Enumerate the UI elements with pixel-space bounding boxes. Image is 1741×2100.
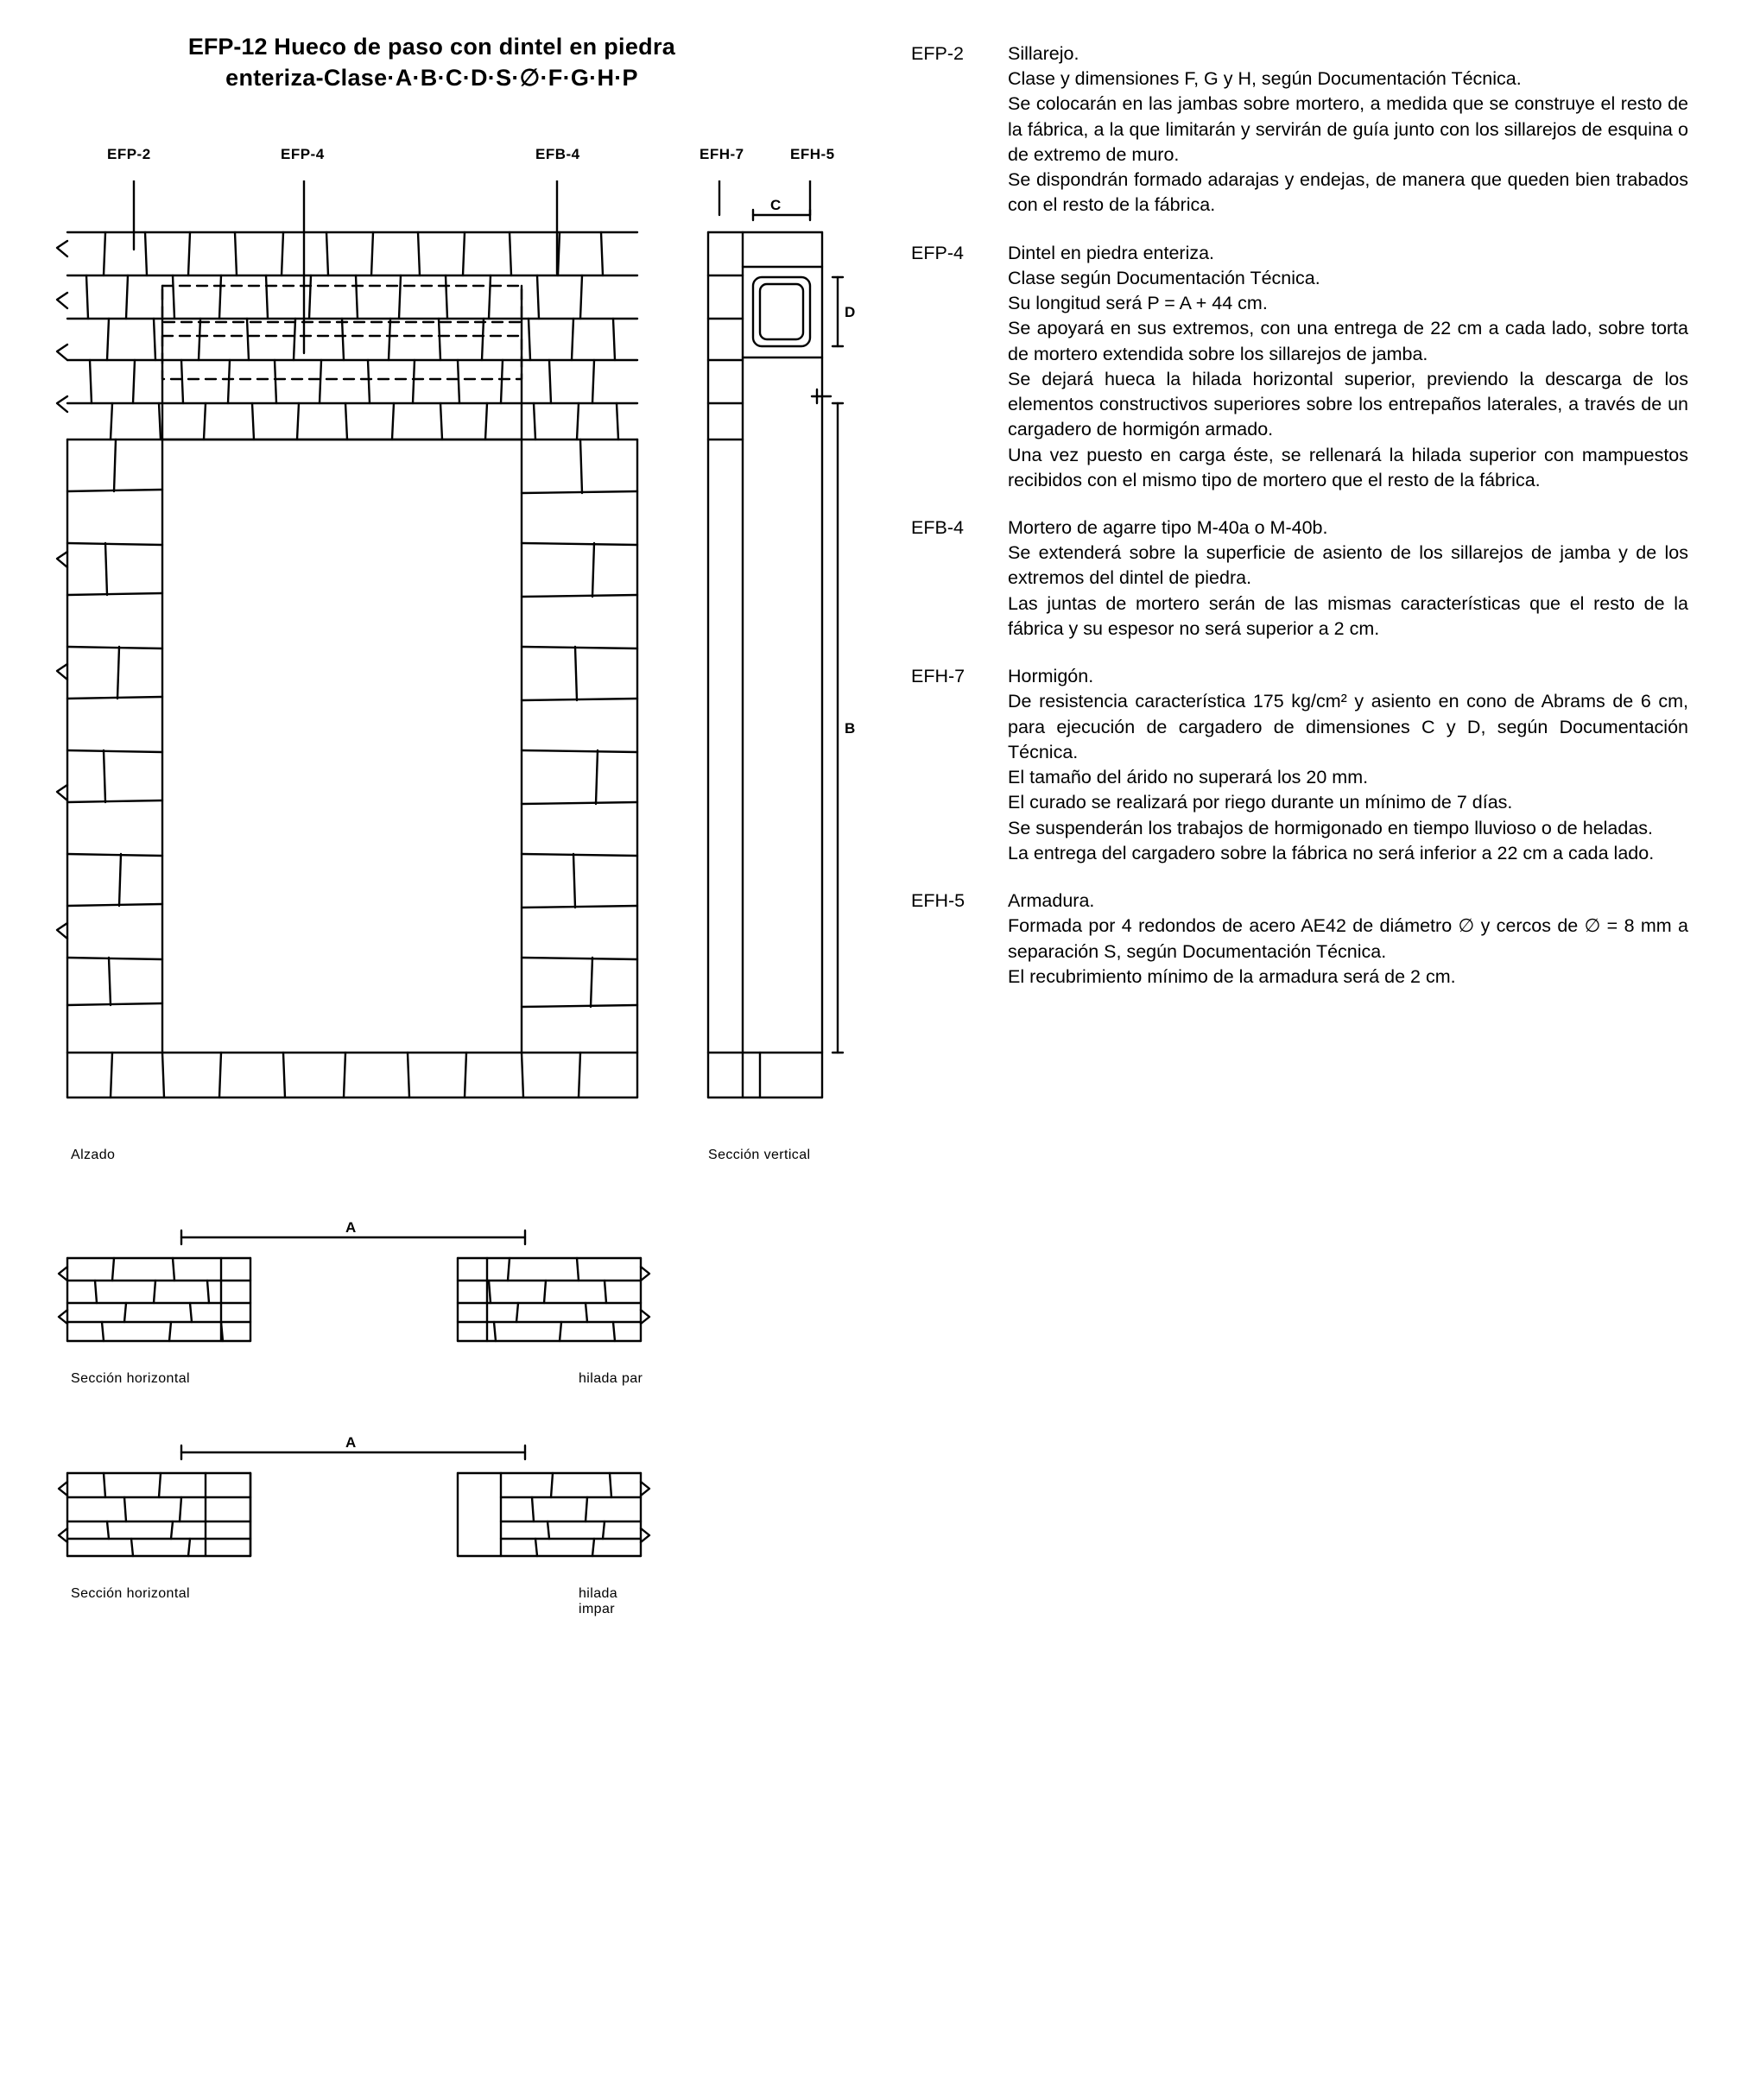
elevation-captions xyxy=(52,1148,864,1170)
caption-hilada-par: hilada par xyxy=(579,1370,643,1386)
spec-title-efp-4: Dintel en piedra enteriza. xyxy=(1008,242,1215,263)
spec-code-efp-4: EFP-4 xyxy=(911,242,964,263)
spec-paragraph: De resistencia característica 175 kg/cm² y asiento en cono de Abrams de 6 cm, para ejecución de cargadero de dimensiones C y D, según Documentación Técnica. xyxy=(1008,691,1688,762)
masonry-elevation-svg xyxy=(52,180,864,1148)
svg-text:A: A xyxy=(345,1219,357,1236)
horizontal-section-odd-svg xyxy=(52,1435,656,1582)
specifications-column xyxy=(911,41,1688,1012)
spec-paragraph: Clase según Documentación Técnica. xyxy=(1008,267,1320,288)
svg-text:C: C xyxy=(770,196,782,213)
spec-paragraph: El tamaño del árido no superará los 20 mm. xyxy=(1008,767,1369,788)
callout-efh-7: EFH-7 xyxy=(700,145,744,162)
callout-efp-4: EFP-4 xyxy=(281,145,325,162)
spec-paragraph: Formada por 4 redondos de acero AE42 de diámetro ∅ y cercos de ∅ = 8 mm a separación S, según Documentación Técnica. xyxy=(1008,915,1688,962)
spec-item-efp-2 xyxy=(911,41,1688,218)
drawing-column xyxy=(52,31,881,1616)
spec-title-efb-4: Mortero de agarre tipo M-40a o M-40b. xyxy=(1008,516,1328,538)
svg-text:A: A xyxy=(345,1434,357,1451)
spec-paragraph: El recubrimiento mínimo de la armadura será de 2 cm. xyxy=(1008,965,1456,987)
sheet-title-line2: enteriza-Clase·A·B·C·D·S·∅·F·G·H·P xyxy=(225,65,638,92)
svg-text:B: B xyxy=(845,719,856,737)
callout-efb-4: EFB-4 xyxy=(535,145,580,162)
callout-efp-2: EFP-2 xyxy=(107,145,151,162)
caption-alzado: Alzado xyxy=(71,1147,116,1162)
spec-item-efp-4 xyxy=(911,241,1688,493)
spec-title-efh-5: Armadura. xyxy=(1008,890,1095,912)
caption-seccion-vertical: Sección vertical xyxy=(708,1147,811,1162)
caption-seccion-horizontal-2: Sección horizontal xyxy=(71,1585,190,1601)
callout-labels xyxy=(52,146,864,180)
spec-title-efh-7: Hormigón. xyxy=(1008,666,1094,687)
spec-paragraph: Su longitud será P = A + 44 cm. xyxy=(1008,293,1268,314)
spec-item-efh-7 xyxy=(911,664,1688,866)
spec-code-efp-2: EFP-2 xyxy=(911,43,964,64)
spec-code-efh-7: EFH-7 xyxy=(911,666,965,687)
horizontal-section-even-svg xyxy=(52,1220,656,1367)
callout-efh-5: EFH-5 xyxy=(790,145,835,162)
spec-paragraph: Una vez puesto en carga éste, se rellenará la hilada superior con mampuestos recibidos con el mismo tipo de mortero que el resto de la fábrica. xyxy=(1008,444,1688,490)
page-title xyxy=(52,31,812,94)
spec-paragraph: Se suspenderán los trabajos de hormigonado en tiempo lluvioso o de heladas. xyxy=(1008,817,1654,838)
spec-item-efh-5 xyxy=(911,889,1688,990)
spec-paragraph: Se apoyará en sus extremos, con una entrega de 22 cm a cada lado, sobre torta de mortero extendida sobre los sillarejos de jamba. xyxy=(1008,318,1688,364)
spec-item-efb-4 xyxy=(911,516,1688,642)
caption-seccion-horizontal-1: Sección horizontal xyxy=(71,1370,190,1386)
elevation-and-vertical-section-drawing xyxy=(52,180,864,1148)
spec-title-efp-2: Sillarejo. xyxy=(1008,43,1079,64)
horizontal-section-even-captions xyxy=(52,1371,656,1394)
spec-code-efh-5: EFH-5 xyxy=(911,890,965,912)
spec-paragraph: Se extenderá sobre la superficie de asiento de los sillarejos de jamba y de los extremos del dintel de piedra. xyxy=(1008,542,1688,589)
horizontal-section-even-course xyxy=(52,1220,656,1394)
spec-paragraph: Clase y dimensiones F, G y H, según Documentación Técnica. xyxy=(1008,68,1522,90)
horizontal-section-odd-captions xyxy=(52,1585,656,1616)
spec-paragraph: Las juntas de mortero serán de las mismas características que el resto de la fábrica y su espesor no será superior a 2 cm. xyxy=(1008,592,1688,639)
spec-paragraph: Se dispondrán formado adarajas y endejas, de manera que queden bien trabados con el resto de la fábrica. xyxy=(1008,169,1688,216)
spec-paragraph: La entrega del cargadero sobre la fábrica no será inferior a 22 cm a cada lado. xyxy=(1008,842,1655,863)
sheet-title-line1: Hueco de paso con dintel en piedra xyxy=(274,34,676,60)
spec-paragraph: El curado se realizará por riego durante un mínimo de 7 días. xyxy=(1008,792,1513,813)
caption-hilada-impar: hilada impar xyxy=(579,1585,618,1616)
spec-paragraph: Se dejará hueca la hilada horizontal superior, previendo la descarga de los elementos constructivos superiores sobre los entrepaños laterales, a través de un cargadero de hormigón armado. xyxy=(1008,368,1688,440)
spec-paragraph: Se colocarán en las jambas sobre mortero, a medida que se construye el resto de la fábrica, a la que limitarán y servirán de guía junto con los sillarejos de esquina o de extremo de muro. xyxy=(1008,93,1688,165)
sheet-code: EFP-12 xyxy=(187,34,268,60)
horizontal-section-odd-course xyxy=(52,1434,656,1616)
svg-text:D: D xyxy=(845,303,856,320)
spec-code-efb-4: EFB-4 xyxy=(911,516,964,538)
